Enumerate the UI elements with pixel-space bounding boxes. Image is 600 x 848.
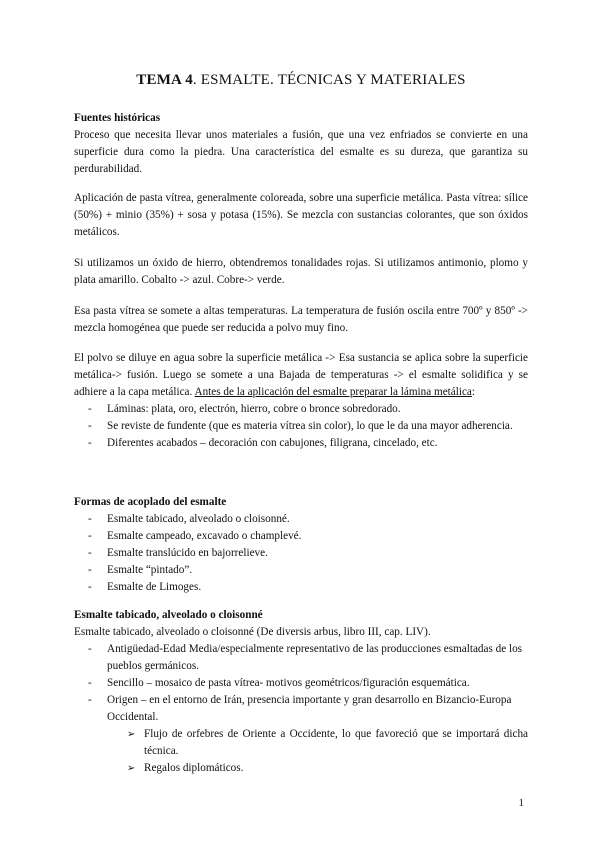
title-bold: TEMA 4 xyxy=(136,72,193,88)
list-item: - Esmalte de Limoges. xyxy=(74,579,528,596)
paragraph-block xyxy=(74,303,528,337)
section-heading: Fuentes históricas xyxy=(74,112,161,124)
title-rest: . ESMALTE. TÉCNICAS Y MATERIALES xyxy=(192,72,466,88)
paragraph-block xyxy=(74,190,528,241)
list-item: - Esmalte “pintado”. xyxy=(74,562,528,579)
paragraph-text: El polvo se diluye en agua sobre la superficie metálica -> Esa sustancia se aplica sobre la superficie metálica-> fusión. Luego se somete a una Bajada de temperaturas -> el esmalte solidifica y se adhiere a la capa metálica. xyxy=(74,352,528,398)
paragraph xyxy=(74,350,528,401)
section-heading: Formas de acoplado del esmalte xyxy=(74,496,227,508)
list-item: - Esmalte translúcido en bajorrelieve. xyxy=(74,545,528,562)
sub-list-text: Flujo de orfebres de Oriente a Occidente, lo que favoreció que se importará dicha técnica. xyxy=(144,728,528,757)
section-tabicado xyxy=(74,607,528,777)
arrow-bullet-icon: ➢ xyxy=(127,763,136,774)
sub-list-item xyxy=(74,726,528,760)
section-fuentes xyxy=(74,110,528,178)
paragraph: Aplicación de pasta vítrea, generalmente coloreada, sobre una superficie metálica. Pasta vítrea: sílice (50%) + minio (35%) + sosa y potasa (15%). Se mezcla con sustancias colorantes, que son óxidos metálicos. xyxy=(74,192,528,238)
arrow-bullet-icon: ➢ xyxy=(127,729,136,740)
list-item: - Se reviste de fundente (que es materia vítrea sin color), lo que le da una mayor adherencia. xyxy=(74,418,528,435)
sub-bullet-list xyxy=(74,726,528,777)
list-item: - Láminas: plata, oro, electrón, hierro, cobre o bronce sobredorado. xyxy=(74,401,528,418)
list-item: - Sencillo – mosaico de pasta vítrea- motivos geométricos/figuración esquemática. xyxy=(74,675,528,692)
paragraph: Esa pasta vítrea se somete a altas temperaturas. La temperatura de fusión oscila entre 700º y 850º -> mezcla homogénea que puede ser reducida a polvo muy fino. xyxy=(74,305,528,334)
paragraph: Si utilizamos un óxido de hierro, obtendremos tonalidades rojas. Si utilizamos antimonio, plomo y plata amarillo. Cobalto -> azul. Cobre-> verde. xyxy=(74,257,528,286)
list-item: - Origen – en el entorno de Irán, presencia importante y gran desarrollo en Bizancio-Europa Occidental. xyxy=(74,692,528,726)
sub-list-text: Regalos diplomáticos. xyxy=(144,762,244,774)
underlined-text: Antes de la aplicación del esmalte preparar la lámina metálica xyxy=(194,386,472,398)
bullet-list xyxy=(74,401,528,452)
list-item: - Diferentes acabados – decoración con cabujones, filigrana, cincelado, etc. xyxy=(74,435,528,452)
paragraph-block xyxy=(74,255,528,289)
bullet-list xyxy=(74,511,528,596)
list-item: - Antigüedad-Edad Media/especialmente representativo de las producciones esmaltadas de los pueblos germánicos. xyxy=(74,641,528,675)
section-formas xyxy=(74,494,528,596)
bullet-list xyxy=(74,641,528,726)
section-heading: Esmalte tabicado, alveolado o cloisonné xyxy=(74,609,263,621)
paragraph: Esmalte tabicado, alveolado o cloisonné (De diversis arbus, libro III, cap. LIV). xyxy=(74,626,431,638)
paragraph-text: : xyxy=(471,386,475,398)
list-item: - Esmalte campeado, excavado o champlevé. xyxy=(74,528,528,545)
paragraph: Proceso que necesita llevar unos materiales a fusión, que una vez enfriados se convierte en una superficie dura como la piedra. Una característica del esmalte es su dureza, que garantiza su perdurabilidad. xyxy=(74,129,528,175)
list-item: - Esmalte tabicado, alveolado o cloisonné. xyxy=(74,511,528,528)
paragraph-block xyxy=(74,350,528,452)
page-title xyxy=(74,72,528,89)
sub-list-item xyxy=(74,760,528,777)
page-number: 1 xyxy=(518,797,524,809)
